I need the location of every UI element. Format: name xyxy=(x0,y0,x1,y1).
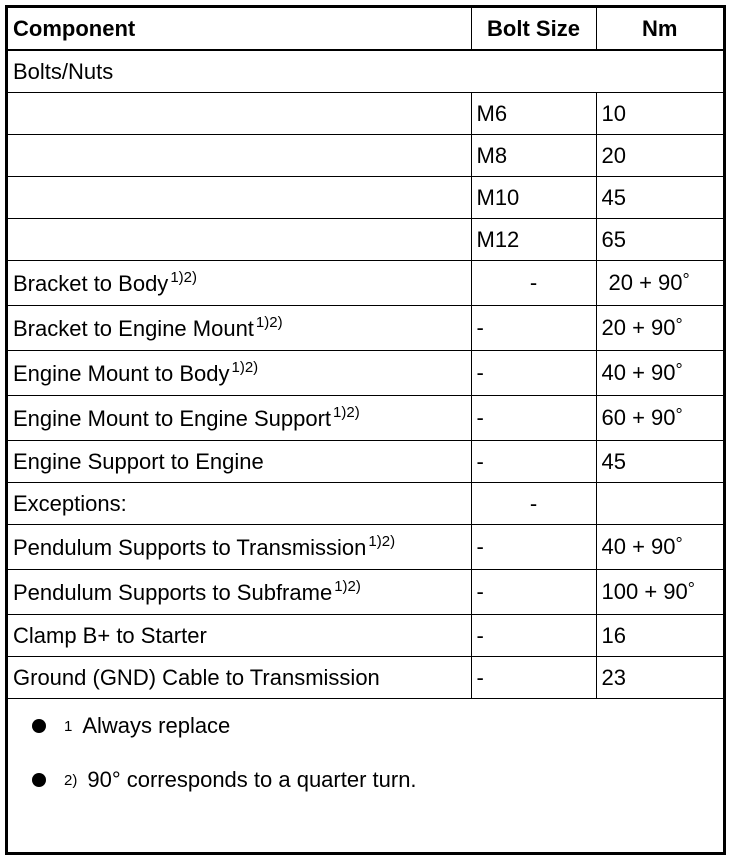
cell-component xyxy=(8,351,471,396)
table-row xyxy=(8,525,723,570)
cell-bolt-size: - xyxy=(471,570,596,615)
cell-bolt-size: - xyxy=(471,525,596,570)
cell-nm xyxy=(596,351,723,396)
nm-value: 23 xyxy=(601,664,626,690)
cell-component xyxy=(8,441,471,483)
cell-bolt-size: M10 xyxy=(471,177,596,219)
cell-nm xyxy=(596,441,723,483)
component-label: Bracket to Engine Mount xyxy=(13,316,254,341)
note-marker: 1 xyxy=(64,717,73,735)
nm-value: 45 xyxy=(601,448,626,474)
cell-nm: 65 xyxy=(596,219,723,261)
notes xyxy=(8,699,723,793)
cell-nm xyxy=(596,525,723,570)
degree-symbol: ° xyxy=(682,270,690,290)
footnote-ref: 1)2) xyxy=(334,578,361,595)
cell-bolt-size: M6 xyxy=(471,93,596,135)
cell-component xyxy=(8,135,471,177)
footnote-ref: 1)2) xyxy=(255,314,283,331)
degree-symbol: ° xyxy=(675,534,683,554)
table-row xyxy=(8,219,723,261)
note-text: 90° corresponds to a quarter turn. xyxy=(87,767,417,792)
cell-nm xyxy=(596,396,723,441)
nm-value: 40 + 90 xyxy=(601,360,676,385)
cell-nm: 10 xyxy=(596,93,723,135)
cell-component xyxy=(8,615,471,657)
component-label: Ground (GND) Cable to Transmission xyxy=(13,664,380,690)
nm-value: 20 + 90 xyxy=(608,270,683,295)
nm-value: 20 + 90 xyxy=(601,315,676,340)
nm-value: 100 + 90 xyxy=(601,579,688,604)
component-label: Bracket to Body xyxy=(13,271,169,296)
cell-bolt-size: - xyxy=(471,396,596,441)
table-row xyxy=(8,441,723,483)
cell-bolt-size: - xyxy=(471,306,596,351)
nm-value: 16 xyxy=(601,622,626,648)
cell-nm: 20 xyxy=(596,135,723,177)
cell-bolt-size: - xyxy=(471,351,596,396)
cell-component xyxy=(8,177,471,219)
cell-bolt-size: - xyxy=(471,657,596,699)
footnote-ref: 1)2) xyxy=(333,404,360,421)
table-row xyxy=(8,306,723,351)
cell-component xyxy=(8,93,471,135)
component-label: Pendulum Supports to Transmission xyxy=(13,535,367,560)
footnote-ref: 1)2) xyxy=(170,269,197,286)
note-marker: 2) xyxy=(64,771,78,789)
component-label: Clamp B+ to Starter xyxy=(13,622,207,648)
note-item xyxy=(32,767,723,793)
cell-nm xyxy=(596,657,723,699)
cell-nm xyxy=(596,306,723,351)
component-label: Engine Support to Engine xyxy=(13,448,264,474)
cell-bolt-size: M12 xyxy=(471,219,596,261)
cell-bolt-size: - xyxy=(471,261,596,306)
cell-component xyxy=(8,570,471,615)
note-text: Always replace xyxy=(82,713,231,738)
header-component: Component xyxy=(8,8,471,50)
table-row xyxy=(8,261,723,306)
table-row xyxy=(8,657,723,699)
cell-component xyxy=(8,525,471,570)
header-nm: Nm xyxy=(596,8,723,50)
degree-symbol: ° xyxy=(675,405,683,425)
nm-value: 60 + 90 xyxy=(601,405,676,430)
degree-symbol: ° xyxy=(687,579,695,599)
cell-bolt-size: M8 xyxy=(471,135,596,177)
cell-component xyxy=(8,219,471,261)
bullet-icon xyxy=(32,719,46,733)
table-row xyxy=(8,483,723,525)
bullet-icon xyxy=(32,773,46,787)
cell-bolt-size: - xyxy=(471,483,596,525)
component-label: Engine Mount to Body xyxy=(13,361,230,386)
table-row xyxy=(8,570,723,615)
nm-value: 40 + 90 xyxy=(601,534,676,559)
cell-component xyxy=(8,396,471,441)
cell-bolt-size: - xyxy=(471,441,596,483)
footnote-ref: 1)2) xyxy=(368,533,396,550)
torque-spec-document xyxy=(5,5,726,855)
cell-nm xyxy=(596,261,723,306)
component-label: Engine Mount to Engine Support xyxy=(13,406,332,431)
cell-component xyxy=(8,261,471,306)
note-item xyxy=(32,713,723,739)
cell-component xyxy=(8,657,471,699)
component-label: Exceptions: xyxy=(13,490,127,516)
header-bolt-size: Bolt Size xyxy=(471,8,596,50)
table-row xyxy=(8,177,723,219)
table-row xyxy=(8,351,723,396)
table-row xyxy=(8,93,723,135)
degree-symbol: ° xyxy=(675,315,683,335)
component-label: Pendulum Supports to Subframe xyxy=(13,580,333,605)
table-row xyxy=(8,396,723,441)
section-bolts-nuts: Bolts/Nuts xyxy=(8,50,723,93)
cell-component xyxy=(8,306,471,351)
footnote-ref: 1)2) xyxy=(231,359,259,376)
table-row xyxy=(8,135,723,177)
cell-nm xyxy=(596,570,723,615)
cell-nm: 45 xyxy=(596,177,723,219)
torque-table xyxy=(8,8,723,699)
cell-nm xyxy=(596,483,723,525)
cell-nm xyxy=(596,615,723,657)
degree-symbol: ° xyxy=(675,360,683,380)
cell-component xyxy=(8,483,471,525)
cell-bolt-size: - xyxy=(471,615,596,657)
table-row xyxy=(8,615,723,657)
